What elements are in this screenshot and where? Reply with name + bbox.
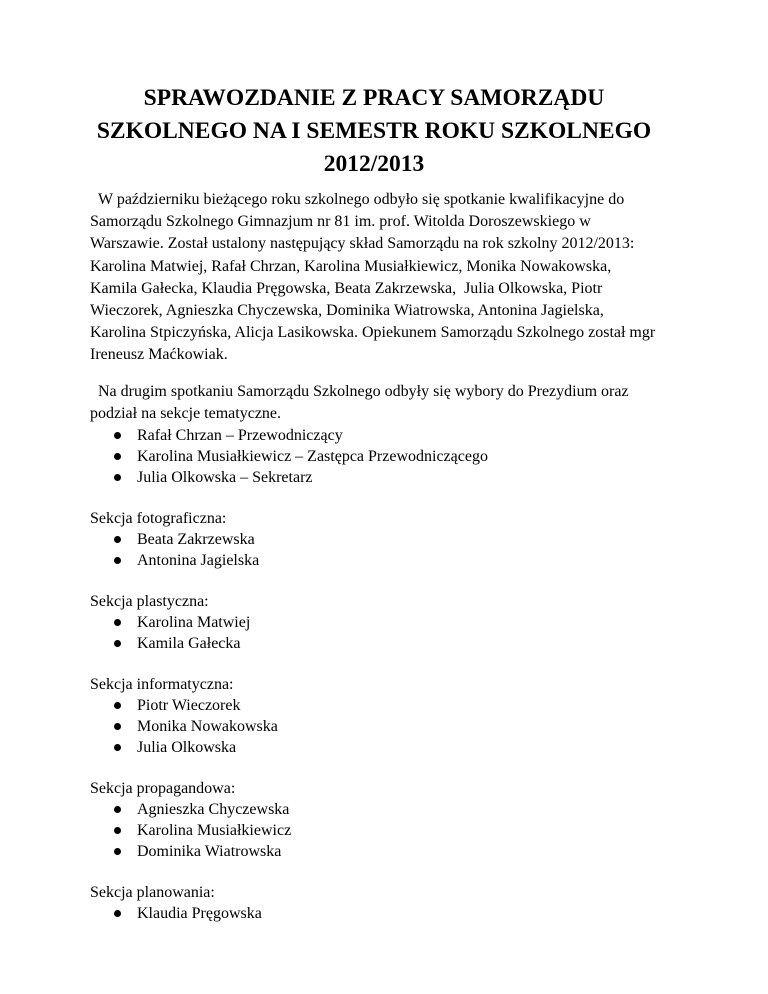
title-line-3: 2012/2013 xyxy=(323,151,425,177)
list-item-text: Agnieszka Chyczewska xyxy=(137,801,290,819)
bullet-icon xyxy=(114,453,121,460)
section-members-it xyxy=(90,695,658,758)
list-item xyxy=(114,446,658,467)
section-members-planning xyxy=(90,903,658,924)
list-item xyxy=(114,529,658,550)
list-item xyxy=(114,737,658,758)
list-item xyxy=(114,695,658,716)
second-meeting-paragraph: Na drugim spotkaniu Samorządu Szkolnego odbyły się wybory do Prezydium oraz podział na sekcje tematyczne. xyxy=(90,382,633,422)
document-title xyxy=(90,82,658,181)
intro-paragraph: W październiku bieżącego roku szkolnego odbyło się spotkanie kwalifikacyjne do Samorządu Szkolnego Gimnazjum nr 81 im. prof. Witolda Doroszewskiego w Warszawie. Został ustalony następujący skład Samorządu na rok szkolny 2012/2013: Karolina Matwiej, Rafał Chrzan, Karolina Musiałkiewicz, Monika Nowakowska, Kamila Gałecka, Klaudia Pręgowska, Beata Zakrzewska, Julia Olkowska, Piotr Wieczorek, Agnieszka Chyczewska, Dominika Wiatrowska, Antonina Jagielska, Karolina Stpiczyńska, Alicja Lasikowska. Opiekunem Samorządu Szkolnego został mgr Ireneusz Maćkowiak. xyxy=(90,191,660,364)
section-label-planning: Sekcja planowania: xyxy=(90,884,215,902)
list-item xyxy=(114,425,658,446)
section-members-art xyxy=(90,612,658,654)
list-item xyxy=(114,612,658,633)
bullet-icon xyxy=(114,640,121,647)
bullet-icon xyxy=(114,744,121,751)
title-line-2: SZKOLNEGO NA I SEMESTR ROKU SZKOLNEGO xyxy=(96,118,652,144)
list-item-text: Beata Zakrzewska xyxy=(137,531,255,549)
list-item-text: Julia Olkowska xyxy=(137,739,237,757)
section-label-propaganda: Sekcja propagandowa: xyxy=(90,780,236,798)
bullet-icon xyxy=(114,806,121,813)
bullet-icon xyxy=(114,827,121,834)
bullet-icon xyxy=(114,723,121,730)
section-members-propaganda xyxy=(90,799,658,862)
list-item xyxy=(114,467,658,488)
list-item xyxy=(114,903,658,924)
list-item xyxy=(114,550,658,571)
list-item-text: Piotr Wieczorek xyxy=(137,697,241,715)
list-item xyxy=(114,633,658,654)
bullet-icon xyxy=(114,474,121,481)
section-label-it: Sekcja informatyczna: xyxy=(90,676,234,694)
title-line-1: SPRAWOZDANIE Z PRACY SAMORZĄDU xyxy=(143,85,605,111)
list-item xyxy=(114,841,658,862)
section-label-art: Sekcja plastyczna: xyxy=(90,593,209,611)
list-item-text: Kamila Gałecka xyxy=(137,635,241,653)
bullet-icon xyxy=(114,536,121,543)
bullet-icon xyxy=(114,848,121,855)
list-item-text: Klaudia Pręgowska xyxy=(137,905,262,923)
list-item xyxy=(114,799,658,820)
list-item xyxy=(114,716,658,737)
section-label-photography: Sekcja fotograficzna: xyxy=(90,510,227,528)
list-item-text: Karolina Musiałkiewicz – Zastępca Przewodniczącego xyxy=(137,448,488,466)
bullet-icon xyxy=(114,557,121,564)
list-item-text: Karolina Musiałkiewicz xyxy=(137,822,292,840)
bullet-icon xyxy=(114,910,121,917)
section-members-photography xyxy=(90,529,658,571)
list-item-text: Dominika Wiatrowska xyxy=(137,843,282,861)
list-item-text: Julia Olkowska – Sekretarz xyxy=(137,469,313,487)
list-item xyxy=(114,820,658,841)
presidium-list xyxy=(90,425,658,488)
bullet-icon xyxy=(114,619,121,626)
list-item-text: Karolina Matwiej xyxy=(137,614,251,632)
bullet-icon xyxy=(114,432,121,439)
list-item-text: Monika Nowakowska xyxy=(137,718,278,736)
list-item-text: Antonina Jagielska xyxy=(137,552,260,570)
bullet-icon xyxy=(114,702,121,709)
list-item-text: Rafał Chrzan – Przewodniczący xyxy=(137,427,343,445)
